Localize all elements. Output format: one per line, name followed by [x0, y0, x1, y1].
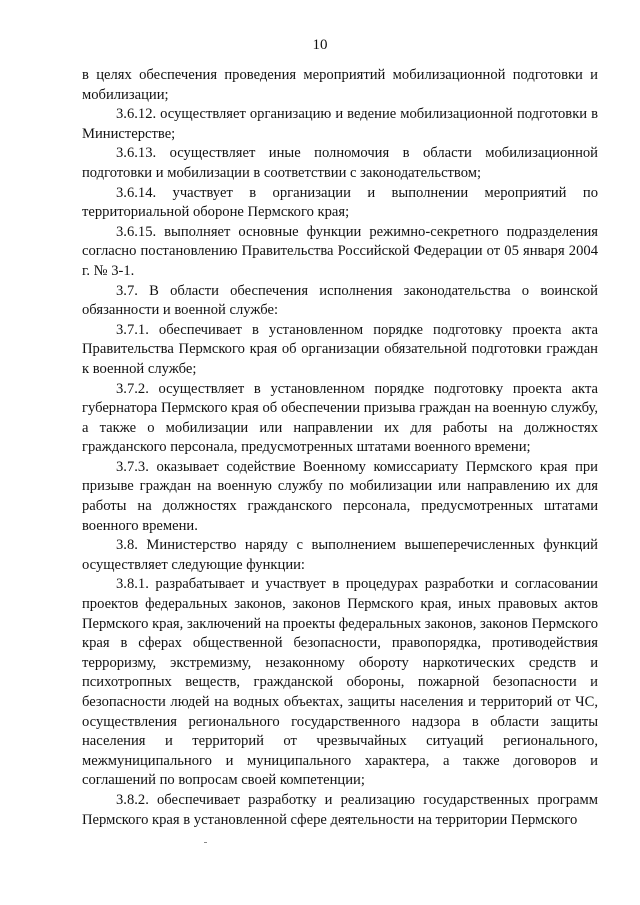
- paragraph-3-6-14: 3.6.14. участвует в организации и выполнении мероприятий по территориальной обороне Пермского края;: [82, 184, 598, 221]
- page-number: 10: [312, 37, 328, 53]
- paragraph-3-7-1: 3.7.1. обеспечивает в установленном порядке подготовку проекта акта Правительства Пермского края об организации обязательной подготовки граждан к военной службе;: [82, 321, 598, 377]
- paragraph-3-8: 3.8. Министерство наряду с выполнением вышеперечисленных функций осуществляет следующие функции:: [82, 537, 598, 573]
- paragraph-3-6-12: 3.6.12. осуществляет организацию и ведение мобилизационной подготовки в Министерстве;: [82, 106, 598, 142]
- paragraph-continuation: в целях обеспечения проведения мероприятий мобилизационной подготовки и мобилизации;: [82, 67, 598, 103]
- paragraph-3-8-2: 3.8.2. обеспечивает разработку и реализацию государственных программ Пермского края в установленной сфере деятельности на территории Пермского: [82, 791, 598, 828]
- paragraph-3-8-1: 3.8.1. разрабатывает и участвует в процедурах разработки и согласовании проектов федеральных законов, законов Пермского края, иных правовых актов Пермского края, заключений на проекты федеральных законов, законов Пермского края в сферах общественной безопасности, правопорядка, противодействия терроризму, экстремизму, незаконному обороту наркотических средств и психотропных веществ, гражданской обороны, пожарной безопасности и безопасности людей на водных объектах, защиты населения и территорий от ЧС, осуществления регионального государственного надзора в области защиты населения и территорий от чрезвычайных ситуаций регионального, межмуниципального и муниципального характера, а также договоров и соглашений по вопросам своей компетенции;: [82, 576, 598, 789]
- paragraph-3-7-2: 3.7.2. осуществляет в установленном порядке подготовку проекта акта губернатора Пермского края об обеспечении призыва граждан на военную службу, а также о мобилизации или направлении их для работы на должностях гражданского персонала, предусмотренных штатами военного времени;: [82, 380, 598, 456]
- document-body: [82, 66, 598, 830]
- paragraph-3-6-15: 3.6.15. выполняет основные функции режимно-секретного подразделения согласно постановлению Правительства Российской Федерации от 05 января 2004 г. № 3-1.: [82, 223, 598, 279]
- paragraph-3-6-13: 3.6.13. осуществляет иные полномочия в области мобилизационной подготовки и мобилизации в соответствии с законодательством;: [82, 145, 598, 181]
- paragraph-3-7-3: 3.7.3. оказывает содействие Военному комиссариату Пермского края при призыве граждан на военную службу по мобилизации или направлению их для работы на должностях гражданского персонала, предусмотренных штатами военного времени.: [82, 458, 598, 534]
- scan-artifact-mark: [204, 842, 207, 843]
- paragraph-3-7: 3.7. В области обеспечения исполнения законодательства о воинской обязанности и военной службе:: [82, 282, 598, 319]
